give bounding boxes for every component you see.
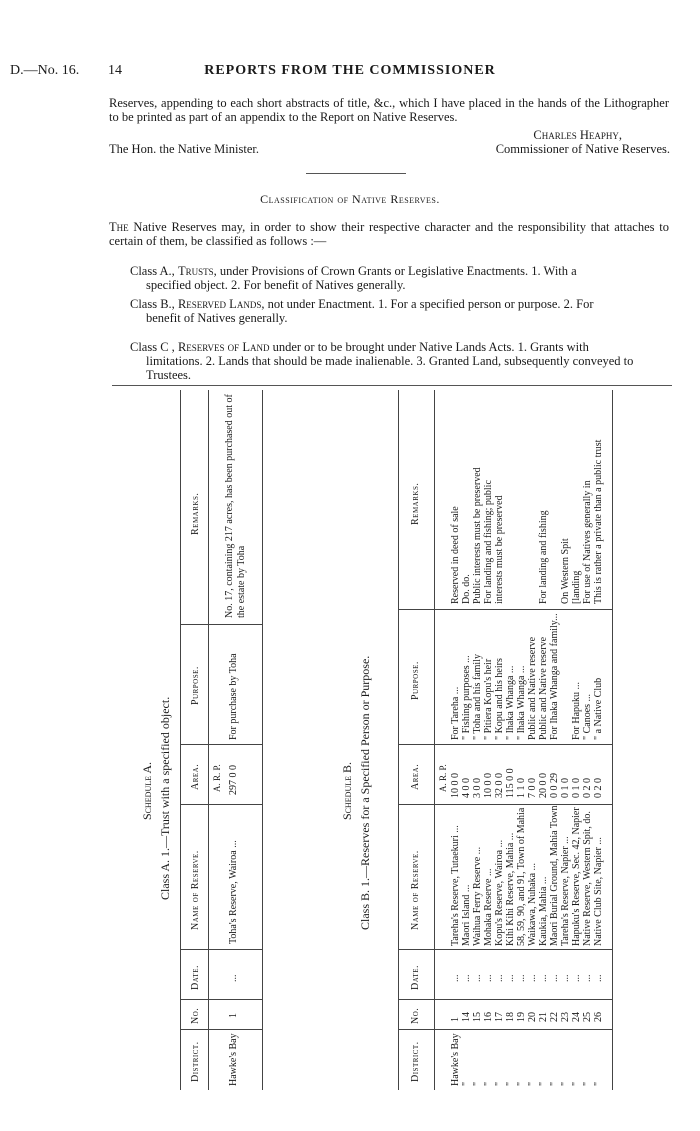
table-cell-name: Waikawa, Nuhaka ... (527, 862, 538, 946)
table-cell-purpose: For Tareha ... (450, 686, 461, 740)
table-cell-name: Waihua Ferry Reserve ... (472, 846, 483, 946)
table-cell-district: " (505, 1081, 516, 1086)
schedule-a-title: Schedule A. (140, 761, 154, 820)
table-cell-area: 115 0 0 (505, 768, 516, 798)
table-rule (262, 390, 263, 1090)
col-rule (398, 744, 612, 745)
page-header (10, 63, 690, 83)
class-name: Reserved Lands (177, 297, 262, 311)
col-rule (180, 744, 262, 745)
class-a-item (130, 264, 665, 292)
table-cell-district: " (560, 1081, 571, 1086)
col-header-area: Area. (190, 763, 201, 790)
schedule-b-subtitle: Class B. 1.—Reserves for a Specified Person or Purpose. (358, 655, 372, 930)
table-cell-name: Kihi Kihi Reserve, Mahia ... (505, 832, 516, 946)
table-cell-remarks: Reserved in deed of sale (450, 506, 461, 604)
table-cell-remarks: No. 17, containing 217 acres, has been purchased out of the estate by Toha (224, 394, 247, 618)
col-header-remarks: Remarks. (190, 492, 201, 535)
col-header-name: Name of Reserve. (410, 850, 421, 930)
col-rule (398, 1029, 612, 1030)
table-cell-date: ... (450, 974, 461, 982)
table-cell-no: 17 (494, 1012, 505, 1022)
table-cell-district: " (516, 1081, 527, 1086)
col-rule (180, 804, 262, 805)
table-rule (434, 390, 435, 1090)
col-rule (398, 999, 612, 1000)
col-header-no: No. (410, 1007, 421, 1024)
table-cell-purpose: For Ihaka Whanga and family... (549, 613, 560, 740)
col-rule (180, 624, 262, 625)
class-prefix: Class C , (130, 340, 178, 354)
divider (112, 385, 672, 386)
document-reference: D.—No. 16. (10, 63, 80, 78)
col-rule (180, 1029, 262, 1030)
table-cell-remarks: interests must be preserved (494, 495, 505, 604)
table-cell-purpose: For Hapuku ... (571, 681, 582, 740)
table-cell-purpose: Public and Native reserve (538, 636, 549, 740)
table-cell-district: " (472, 1081, 483, 1086)
table-cell-area: 0 2 0 (593, 778, 604, 798)
col-header-district: District. (410, 1041, 421, 1082)
table-cell-date: ... (560, 974, 571, 982)
table-cell-district: " (527, 1081, 538, 1086)
table-cell-no: 23 (560, 1012, 571, 1022)
table-cell-no: 1 (450, 1017, 461, 1022)
table-cell-area: 0 0 29 (549, 773, 560, 798)
class-text-cont: benefit of Natives generally. (146, 311, 288, 325)
table-cell-name: Maori Burial Ground, Mahia Town (549, 805, 560, 946)
table-cell-district: " (593, 1081, 604, 1086)
table-cell-purpose: " a Native Club (593, 677, 604, 740)
class-name: Reserves of Land (177, 340, 270, 354)
table-cell-area: 297 0 0 (228, 765, 239, 795)
table-rule (180, 390, 181, 1090)
intro-paragraph (109, 220, 669, 248)
table-cell-district: " (461, 1081, 472, 1086)
table-cell-district: " (571, 1081, 582, 1086)
table-cell-remarks: On Western Spit (560, 538, 571, 604)
table-cell-no: 16 (483, 1012, 494, 1022)
letter-paragraph: Reserves, appending to each short abstracts of title, &c., which I have placed in the hands of the Lithographer to be printed as part of an appendix to the Report on Native Reserves. (109, 96, 669, 124)
table-cell-date: ... (505, 974, 516, 982)
table-cell-purpose: " Pitiera Kopu's heir (483, 658, 494, 740)
col-header-date: Date. (410, 964, 421, 990)
class-prefix: Class B., (130, 297, 178, 311)
table-cell-name: Native Club Site, Napier ... (593, 837, 604, 946)
table-cell-date: ... (571, 974, 582, 982)
table-cell-remarks: This is rather a private than a public trust (593, 439, 604, 604)
table-cell-name: Hapuku's Reserve, Sec. 42, Napier (571, 807, 582, 946)
table-cell-date: ... (483, 974, 494, 982)
table-cell-date: ... (461, 974, 472, 982)
table-cell-no: 26 (593, 1012, 604, 1022)
table-cell-district: " (582, 1081, 593, 1086)
table-cell-date: ... (516, 974, 527, 982)
page-number: 14 (108, 63, 122, 78)
col-rule (398, 609, 612, 610)
col-header-date: Date. (190, 964, 201, 990)
class-text-cont: limitations. 2. Lands that should be made inalienable. 3. Granted Land, subsequently conveyed to Trustees. (146, 354, 634, 382)
table-cell-no: 22 (549, 1012, 560, 1022)
col-rule (180, 949, 262, 950)
table-rule (398, 390, 399, 1090)
class-c-item (130, 340, 665, 382)
col-header-purpose: Purpose. (190, 666, 201, 705)
col-header-district: District. (190, 1041, 201, 1082)
table-cell-name: Kopu's Reserve, Wairoa ... (494, 839, 505, 946)
rotated-content (112, 390, 672, 1090)
table-cell-district: " (538, 1081, 549, 1086)
area-units: A. R. P. (438, 764, 448, 792)
table-cell-district: " (483, 1081, 494, 1086)
table-cell-district: " (494, 1081, 505, 1086)
table-cell-purpose: Public and Native reserve (527, 636, 538, 740)
rotated-schedules (112, 390, 672, 1090)
table-cell-date: ... (228, 974, 239, 982)
table-cell-no: 19 (516, 1012, 527, 1022)
col-rule (180, 999, 262, 1000)
table-cell-name: Maori Island ... (461, 884, 472, 946)
table-cell-purpose: For purchase by Toha (228, 653, 239, 740)
table-cell-name: Toha's Reserve, Wairoa ... (228, 840, 239, 944)
table-cell-area: 7 0 0 (527, 778, 538, 798)
table-cell-area: 20 0 0 (538, 773, 549, 798)
signature-name: Charles Heaphy, (533, 128, 622, 142)
table-cell-no: 24 (571, 1012, 582, 1022)
table-cell-name: Native Reserve, Western Spit, do. (582, 811, 593, 946)
table-cell-remarks: Public interests must be preserved (472, 467, 483, 604)
table-cell-no: 21 (538, 1012, 549, 1022)
table-cell-remarks: For landing and fishing (538, 510, 549, 604)
table-cell-purpose: " Kopu and his heirs (494, 658, 505, 740)
intro-text: Native Reserves may, in order to show their respective character and the responsibility that attaches to certain of them, be classified as follows :— (109, 220, 669, 248)
divider (306, 173, 406, 174)
class-text: , not under Enactment. 1. For a specified person or purpose. 2. For (261, 297, 594, 311)
schedule-b-title: Schedule B. (340, 761, 354, 820)
table-cell-date: ... (582, 974, 593, 982)
class-text: under or to be brought under Native Lands Acts. 1. Grants with (269, 340, 589, 354)
class-text: , under Provisions of Crown Grants or Legislative Enactments. 1. With a (213, 264, 577, 278)
table-cell-date: ... (494, 974, 505, 982)
table-cell-purpose: " Fishing purposes ... (461, 655, 472, 740)
table-cell-no: 20 (527, 1012, 538, 1022)
table-cell-area: 4 0 0 (461, 778, 472, 798)
table-cell-area: 0 2 0 (582, 778, 593, 798)
table-cell-purpose: " Canoes ... (582, 693, 593, 740)
table-cell-no: 14 (461, 1012, 472, 1022)
table-cell-area: 1 1 0 (516, 778, 527, 798)
table-cell-name: Tareha's Reserve, Tutaekuri ... (450, 825, 461, 946)
table-cell-name: Kaukia, Mahia ... (538, 876, 549, 946)
col-header-no: No. (190, 1007, 201, 1024)
col-header-name: Name of Reserve. (190, 850, 201, 930)
section-heading: Classification of Native Reserves. (260, 192, 440, 206)
area-units: A. R. P. (212, 764, 222, 792)
table-cell-no: 18 (505, 1012, 516, 1022)
table-cell-name: Mohaka Reserve ... (483, 868, 494, 946)
col-rule (398, 804, 612, 805)
table-cell-date: ... (593, 974, 604, 982)
table-cell-remarks: Do. do. (461, 574, 472, 604)
addressee: The Hon. the Native Minister. (109, 142, 259, 156)
col-header-remarks: Remarks. (410, 482, 421, 525)
table-cell-remarks: For landing and fishing; public (483, 480, 494, 604)
col-header-purpose: Purpose. (410, 661, 421, 700)
table-cell-area: 0 1 0 (560, 778, 571, 798)
intro-first-word: The (109, 220, 129, 234)
signature-title: Commissioner of Native Reserves. (495, 142, 670, 156)
table-cell-area: 10 0 0 (483, 773, 494, 798)
table-cell-date: ... (538, 974, 549, 982)
table-cell-district: Hawke's Bay (450, 1033, 461, 1086)
col-rule (398, 949, 612, 950)
table-cell-purpose: " Ihaka Whanga ... (505, 665, 516, 740)
table-cell-area: 10 0 0 (450, 773, 461, 798)
class-name: Trusts (177, 264, 214, 278)
col-header-area: Area. (410, 763, 421, 790)
table-cell-area: 3 0 0 (472, 778, 483, 798)
table-cell-area: 0 1 0 (571, 778, 582, 798)
table-rule (208, 390, 209, 1090)
class-prefix: Class A., (130, 264, 178, 278)
class-b-item (130, 297, 665, 325)
table-cell-remarks: [landing (571, 570, 582, 604)
table-cell-purpose: " Toha and his family (472, 654, 483, 740)
table-cell-remarks: For use of Natives generally in (582, 480, 593, 604)
page-title: REPORTS FROM THE COMMISSIONER (204, 63, 496, 78)
table-cell-district: " (549, 1081, 560, 1086)
table-cell-date: ... (472, 974, 483, 982)
table-cell-no: 1 (228, 1013, 239, 1018)
table-cell-no: 25 (582, 1012, 593, 1022)
table-rule (612, 390, 613, 1090)
table-cell-name: 58, 59, 90, and 91, Town of Mahia (516, 807, 527, 946)
schedule-a-subtitle: Class A. 1.—Trust with a specified object. (158, 696, 172, 900)
table-cell-name: Tareha's Reserve, Napier ... (560, 836, 571, 946)
table-cell-area: 32 0 0 (494, 773, 505, 798)
table-cell-date: ... (549, 974, 560, 982)
table-cell-district: Hawke's Bay (228, 1033, 239, 1086)
table-cell-no: 15 (472, 1012, 483, 1022)
signature-block (420, 128, 670, 156)
table-cell-purpose: " Ihaka Whanga ... (516, 665, 527, 740)
class-text-cont: specified object. 2. For benefit of Natives generally. (146, 278, 406, 292)
table-cell-date: ... (527, 974, 538, 982)
